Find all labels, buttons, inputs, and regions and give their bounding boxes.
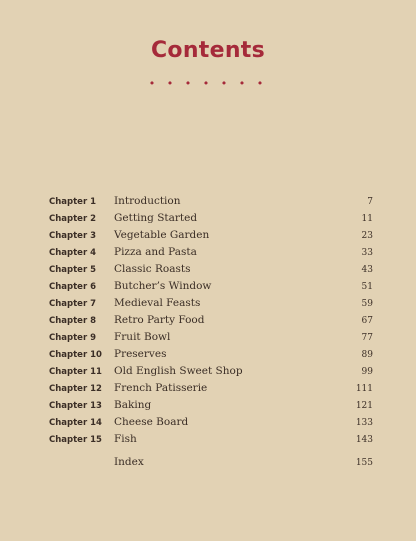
toc-row[interactable] <box>0 431 416 448</box>
page-number: 51 <box>361 282 373 292</box>
page-number: 155 <box>355 458 373 468</box>
page-number: 23 <box>361 231 373 241</box>
toc-row[interactable] <box>0 261 416 278</box>
chapter-title: Butcher’s Window <box>114 280 212 292</box>
chapter-title: Baking <box>114 399 152 411</box>
chapter-label: Chapter 8 <box>49 316 97 326</box>
chapter-label: Chapter 5 <box>49 265 97 275</box>
chapter-label: Chapter 13 <box>49 401 102 411</box>
index-title: Index <box>114 456 144 468</box>
page-number: 59 <box>361 299 373 309</box>
page-number: 67 <box>361 316 373 326</box>
toc-row[interactable] <box>0 346 416 363</box>
page-number: 99 <box>361 367 373 377</box>
page-number: 43 <box>361 265 373 275</box>
chapter-label: Chapter 14 <box>49 418 102 428</box>
title-ornament: • • • • • • • <box>148 77 268 90</box>
toc-row[interactable] <box>0 227 416 244</box>
chapter-title: Preserves <box>114 348 167 360</box>
chapter-title: Introduction <box>114 195 181 207</box>
toc-row[interactable] <box>0 210 416 227</box>
page-number: 77 <box>361 333 373 343</box>
chapter-title: Fruit Bowl <box>114 331 171 343</box>
chapter-label: Chapter 7 <box>49 299 97 309</box>
toc-row[interactable] <box>0 414 416 431</box>
chapter-label: Chapter 3 <box>49 231 97 241</box>
toc-row[interactable] <box>0 380 416 397</box>
chapter-title: Getting Started <box>114 212 198 224</box>
chapter-label: Chapter 10 <box>49 350 102 360</box>
toc-row[interactable] <box>0 295 416 312</box>
page-number: 11 <box>361 214 373 224</box>
toc-row-index[interactable] <box>0 454 416 471</box>
chapter-title: Retro Party Food <box>114 314 205 326</box>
page-number: 143 <box>355 435 373 445</box>
chapter-label: Chapter 12 <box>49 384 102 394</box>
toc-row[interactable] <box>0 278 416 295</box>
chapter-title: Vegetable Garden <box>114 229 210 241</box>
chapter-title: Cheese Board <box>114 416 189 428</box>
page-number: 111 <box>355 384 373 394</box>
toc-row[interactable] <box>0 329 416 346</box>
chapter-title: Pizza and Pasta <box>114 246 197 258</box>
chapter-label: Chapter 1 <box>49 197 97 207</box>
page-number: 7 <box>367 197 373 207</box>
toc-row[interactable] <box>0 363 416 380</box>
chapter-label: Chapter 9 <box>49 333 97 343</box>
chapter-title: Medieval Feasts <box>114 297 201 309</box>
toc-row[interactable] <box>0 397 416 414</box>
chapter-title: French Patisserie <box>114 382 208 394</box>
page-title: Contents <box>150 38 266 63</box>
chapter-title: Old English Sweet Shop <box>114 365 243 377</box>
chapter-label: Chapter 15 <box>49 435 102 445</box>
page-number: 89 <box>361 350 373 360</box>
toc-row[interactable] <box>0 193 416 210</box>
chapter-label: Chapter 4 <box>49 248 97 258</box>
page-number: 121 <box>355 401 373 411</box>
table-of-contents <box>0 193 416 448</box>
page-number: 33 <box>361 248 373 258</box>
chapter-label: Chapter 11 <box>49 367 102 377</box>
chapter-label: Chapter 6 <box>49 282 97 292</box>
chapter-title: Classic Roasts <box>114 263 191 275</box>
chapter-title: Fish <box>114 433 137 445</box>
toc-row[interactable] <box>0 312 416 329</box>
page-number: 133 <box>355 418 373 428</box>
chapter-label: Chapter 2 <box>49 214 97 224</box>
toc-row[interactable] <box>0 244 416 261</box>
